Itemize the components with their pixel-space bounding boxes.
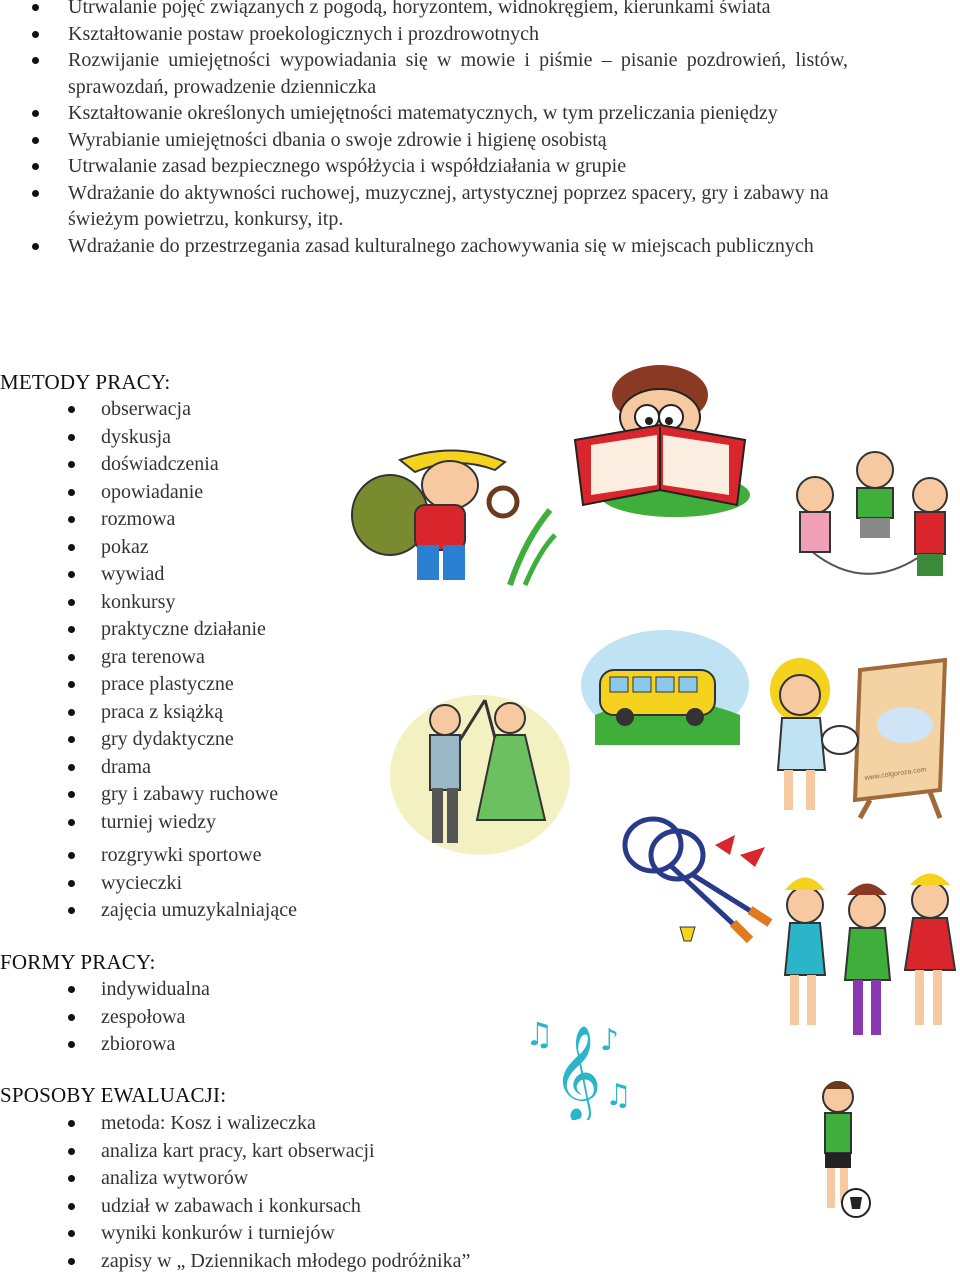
formy-heading: FORMY PRACY: (0, 950, 156, 974)
school-bus-illustration (575, 625, 750, 755)
list-item: Kształtowanie określonych umiejętności matematycznych, w tym przeliczania pieniędzy (32, 100, 848, 127)
svg-text:♫: ♫ (525, 1015, 554, 1053)
list-item: Utrwalanie pojęć związanych z pogodą, horyzontem, widnokręgiem, kierunkami świata (32, 0, 848, 21)
list-item: gra terenowa (68, 644, 278, 672)
list-item: gry i zabawy ruchowe (68, 781, 278, 809)
list-item: Wdrażanie do aktywności ruchowej, muzycznej, artystycznej poprzez spacery, gry i zabawy na świeżym powietrzu, konkursy, itp. (32, 180, 848, 233)
list-item: praca z książką (68, 699, 278, 727)
list-item: turniej wiedzy (68, 809, 278, 837)
svg-text:𝄞: 𝄞 (553, 1025, 602, 1120)
metody-list (68, 396, 278, 836)
list-item: Wdrażanie do przestrzegania zasad kulturalnego zachowywania się w miejscach publicznych (32, 233, 848, 260)
sposoby-list (68, 1110, 470, 1275)
list-item: rozgrywki sportowe (68, 842, 297, 870)
singing-girls-illustration (775, 860, 960, 1045)
list-item: konkursy (68, 589, 278, 617)
list-item: Kształtowanie postaw proekologicznych i prozdrowotnych (32, 21, 848, 48)
list-item: analiza kart pracy, kart obserwacji (68, 1138, 470, 1166)
list-item: zajęcia umuzykalniające (68, 897, 297, 925)
formy-list (68, 976, 210, 1059)
list-item: doświadczenia (68, 451, 278, 479)
painter-girl-easel-illustration (760, 640, 950, 820)
list-item: zespołowa (68, 1004, 210, 1032)
list-item: zbiorowa (68, 1031, 210, 1059)
list-item: indywidualna (68, 976, 210, 1004)
list-item: zapisy w „ Dziennikach młodego podróżnika” (68, 1248, 470, 1276)
list-item: obserwacja (68, 396, 278, 424)
list-item: Wyrabianie umiejętności dbania o swoje zdrowie i higienę osobistą (32, 127, 848, 154)
metody-list-continued (68, 842, 297, 925)
list-item: analiza wytworów (68, 1165, 470, 1193)
girl-football-illustration (800, 1075, 875, 1220)
easel-sign-text: www.colgoroza.com (864, 766, 927, 782)
boy-reading-book-illustration (565, 355, 755, 520)
goals-list (32, 0, 848, 259)
list-item: pokaz (68, 534, 278, 562)
list-item: metoda: Kosz i walizeczka (68, 1110, 470, 1138)
music-notes-illustration (525, 1005, 640, 1120)
dancing-couple-illustration (385, 680, 575, 865)
list-item: gry dydaktyczne (68, 726, 278, 754)
list-item: Utrwalanie zasad bezpiecznego współżycia i współdziałania w grupie (32, 153, 848, 180)
svg-text:♫: ♫ (605, 1078, 632, 1113)
list-item: wyniki konkurów i turniejów (68, 1220, 470, 1248)
kids-skipping-rope-illustration (785, 450, 955, 595)
badminton-rackets-illustration (615, 815, 775, 955)
list-item: drama (68, 754, 278, 782)
list-item: wycieczki (68, 870, 297, 898)
list-item: dyskusja (68, 424, 278, 452)
list-item: wywiad (68, 561, 278, 589)
list-item: praktyczne działanie (68, 616, 278, 644)
sposoby-heading: SPOSOBY EWALUACJI: (0, 1083, 227, 1107)
svg-text:♪: ♪ (600, 1023, 620, 1058)
list-item: Rozwijanie umiejętności wypowiadania się w mowie i piśmie – pisanie pozdrowień, listów, sprawozdań, prowadzenie dzienniczka (32, 47, 848, 100)
explorer-boy-illustration (345, 440, 560, 590)
list-item: rozmowa (68, 506, 278, 534)
metody-heading: METODY PRACY: (0, 370, 171, 394)
list-item: prace plastyczne (68, 671, 278, 699)
list-item: udział w zabawach i konkursach (68, 1193, 470, 1221)
list-item: opowiadanie (68, 479, 278, 507)
